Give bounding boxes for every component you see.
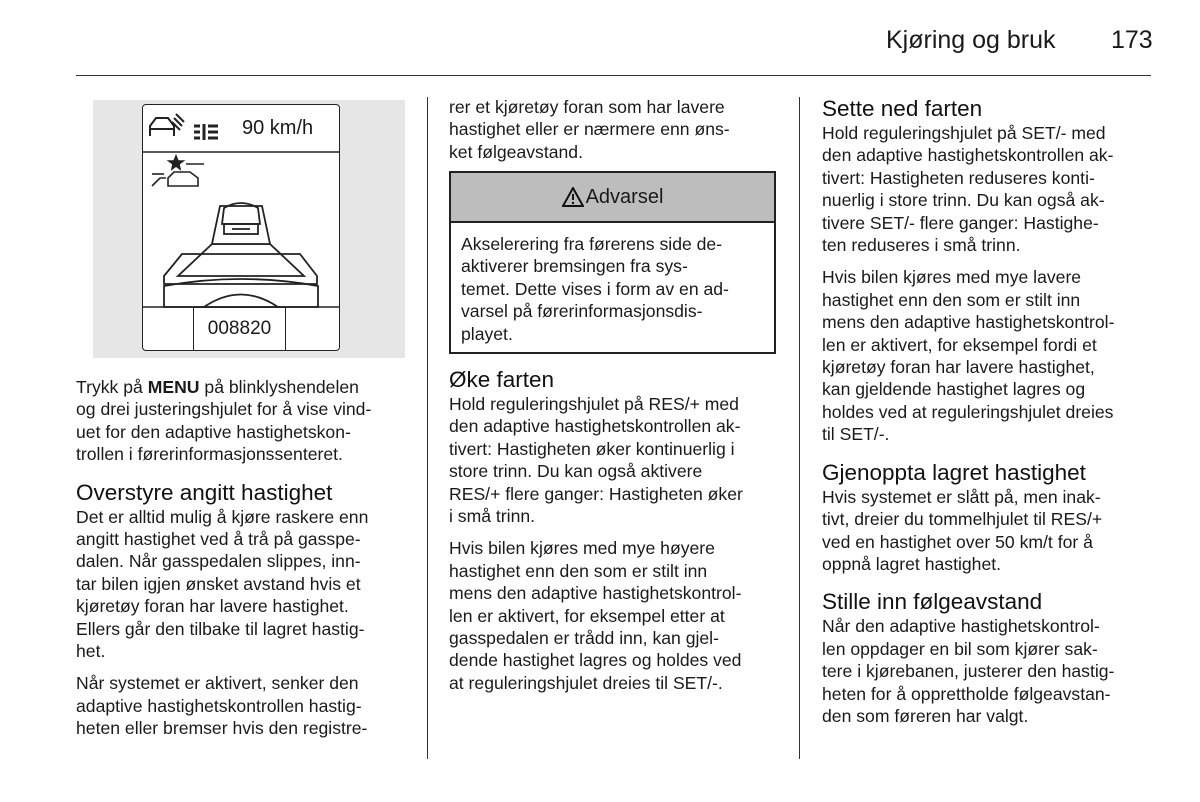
section-heading: Øke farten (449, 367, 555, 392)
text-line: hastighet eller er nærmere enn øns- (449, 119, 730, 140)
text-line: tivert: Hastigheten øker kontinuerlig i (449, 438, 735, 459)
vehicle-ahead-icon (152, 156, 204, 186)
paragraph (449, 96, 789, 163)
text-line: adaptive hastighetskontrollen hastig- (76, 695, 362, 716)
text-line: het. (76, 641, 106, 662)
page-header-title: Kjøring og bruk (886, 26, 1056, 54)
paragraph (76, 672, 416, 739)
text-line: Hold reguleringshjulet på SET/- med (822, 123, 1106, 143)
text-line: aktiverer bremsingen fra sys- (461, 256, 688, 277)
text-line: dende hastighet lagres og holdes ved (449, 650, 742, 671)
paragraph (822, 266, 1162, 445)
text-line: uet for den adaptive hastighetskon- (76, 421, 351, 442)
paragraph (822, 615, 1162, 727)
text-line: temet. Dette vises i form av en ad- (461, 278, 729, 299)
text-line: at reguleringshjulet dreies til SET/-. (449, 672, 723, 693)
text-line: Når systemet er aktivert, senker den (76, 673, 359, 694)
text-line: heten eller bremser hvis den registre- (76, 718, 368, 739)
text-line: len er aktivert, for eksempel fordi et (822, 334, 1097, 355)
display-odometer: 008820 (193, 307, 286, 350)
text-line: hastighet enn den som er stilt inn (822, 289, 1081, 310)
intro-paragraph (76, 376, 416, 466)
intro-text-a: Trykk på (76, 377, 148, 397)
section-heading: Gjenoppta lagret hastighet (822, 459, 1086, 485)
text-line: den adaptive hastighetskontrollen ak- (449, 416, 741, 437)
text-line: den som føreren har valgt. (822, 705, 1029, 726)
text-line: tar bilen igjen ønsket avstand hvis et (76, 573, 361, 594)
section-heading: Stille inn følgeavstand (822, 589, 1043, 615)
warning-header (451, 173, 774, 223)
text-line: tere i kjørebanen, justerer den hastig- (822, 661, 1115, 682)
text-line: varsel på førerinformasjonsdis- (461, 301, 703, 322)
column-divider-1 (427, 97, 428, 759)
text-line: Hvis bilen kjøres med mye høyere (449, 538, 715, 559)
text-line: tivere SET/- flere ganger: Hastighe- (822, 212, 1099, 233)
text-line: kan gjeldende hastighet lagres og (822, 379, 1086, 400)
column-2-lower (449, 367, 789, 694)
text-line: tivt, dreier du tommelhjulet til RES/+ (822, 509, 1103, 530)
warning-body (451, 223, 774, 345)
text-line: kjøretøy foran har lavere hastighet. (76, 596, 349, 617)
paragraph (449, 393, 789, 527)
text-line: angitt hastighet ved å trå på gasspe- (76, 529, 361, 550)
text-line: RES/+ flere ganger: Hastigheten øker (449, 483, 743, 504)
text-line: mens den adaptive hastighetskontrol- (449, 583, 742, 604)
text-line: trollen i førerinformasjonssenteret. (76, 444, 343, 465)
text-line: oppnå lagret hastighet. (822, 553, 1002, 574)
text-line: Hvis bilen kjøres med mye lavere (822, 267, 1082, 288)
text-line: Ellers går den tilbake til lagret hastig- (76, 618, 365, 639)
text-line: gasspedalen er trådd inn, kan gjel- (449, 628, 719, 649)
text-line: dalen. Når gasspedalen slippes, inn- (76, 551, 361, 572)
paragraph (449, 537, 789, 694)
text-line: i små trinn. (449, 506, 536, 527)
text-line: mens den adaptive hastighetskontrol- (822, 312, 1115, 333)
section-heading: Sette ned farten (822, 96, 983, 121)
header-rule (76, 75, 1151, 76)
menu-keyword: MENU (147, 377, 200, 397)
column-2 (449, 96, 789, 163)
page-number: 173 (1111, 26, 1153, 54)
text-line: holdes ved at reguleringshjulet dreies (822, 401, 1114, 422)
text-line: heten for å opprettholde følgeavstan- (822, 683, 1111, 704)
text-line: ten reduseres i små trinn. (822, 235, 1021, 256)
text-line: Det er alltid mulig å kjøre raskere enn (76, 506, 369, 527)
text-line: til SET/-. (822, 424, 890, 445)
text-line: Akselerering fra førerens side de- (461, 234, 723, 254)
text-line: ved en hastighet over 50 km/t for å (822, 531, 1093, 552)
text-line: store trinn. Du kan også aktivere (449, 461, 703, 482)
text-line: hastighet enn den som er stilt inn (449, 560, 708, 581)
text-line: rer et kjøretøy foran som har lavere (449, 97, 725, 117)
intro-text-b: på blinklyshendelen (199, 377, 359, 397)
text-line: len er aktivert, for eksempel etter at (449, 605, 725, 626)
text-line: playet. (461, 323, 513, 344)
text-line: len oppdager en bil som kjører sak- (822, 638, 1098, 659)
road-scene-icon (142, 203, 340, 307)
paragraph (822, 486, 1162, 576)
section-heading: Overstyre angitt hastighet (76, 479, 333, 505)
text-line: Hold reguleringshjulet på RES/+ med (449, 394, 739, 414)
text-line: den adaptive hastighetskontrollen ak- (822, 145, 1114, 166)
text-line: Når den adaptive hastighetskontrol- (822, 616, 1100, 637)
acc-car-icon (150, 114, 184, 136)
warning-box (449, 171, 776, 354)
text-line: kjøretøy foran har lavere hastighet, (822, 357, 1095, 378)
column-divider-2 (799, 97, 800, 759)
text-line: tivert: Hastigheten reduseres konti- (822, 167, 1095, 188)
text-line: nuerlig i store trinn. Du kan også ak- (822, 190, 1105, 211)
text-line: Hvis systemet er slått på, men inak- (822, 486, 1101, 507)
warning-title: Advarsel (585, 185, 664, 208)
paragraph (76, 506, 416, 663)
distance-bars-icon (194, 124, 218, 140)
paragraph (822, 122, 1162, 256)
warning-triangle-icon (562, 187, 584, 207)
display-speed-readout: 90 km/h (242, 117, 314, 139)
text-line: ket følgeavstand. (449, 141, 583, 162)
column-3 (822, 96, 1162, 727)
text-line: og drei justeringshjulet for å vise vind- (76, 399, 372, 420)
column-1 (76, 376, 416, 740)
